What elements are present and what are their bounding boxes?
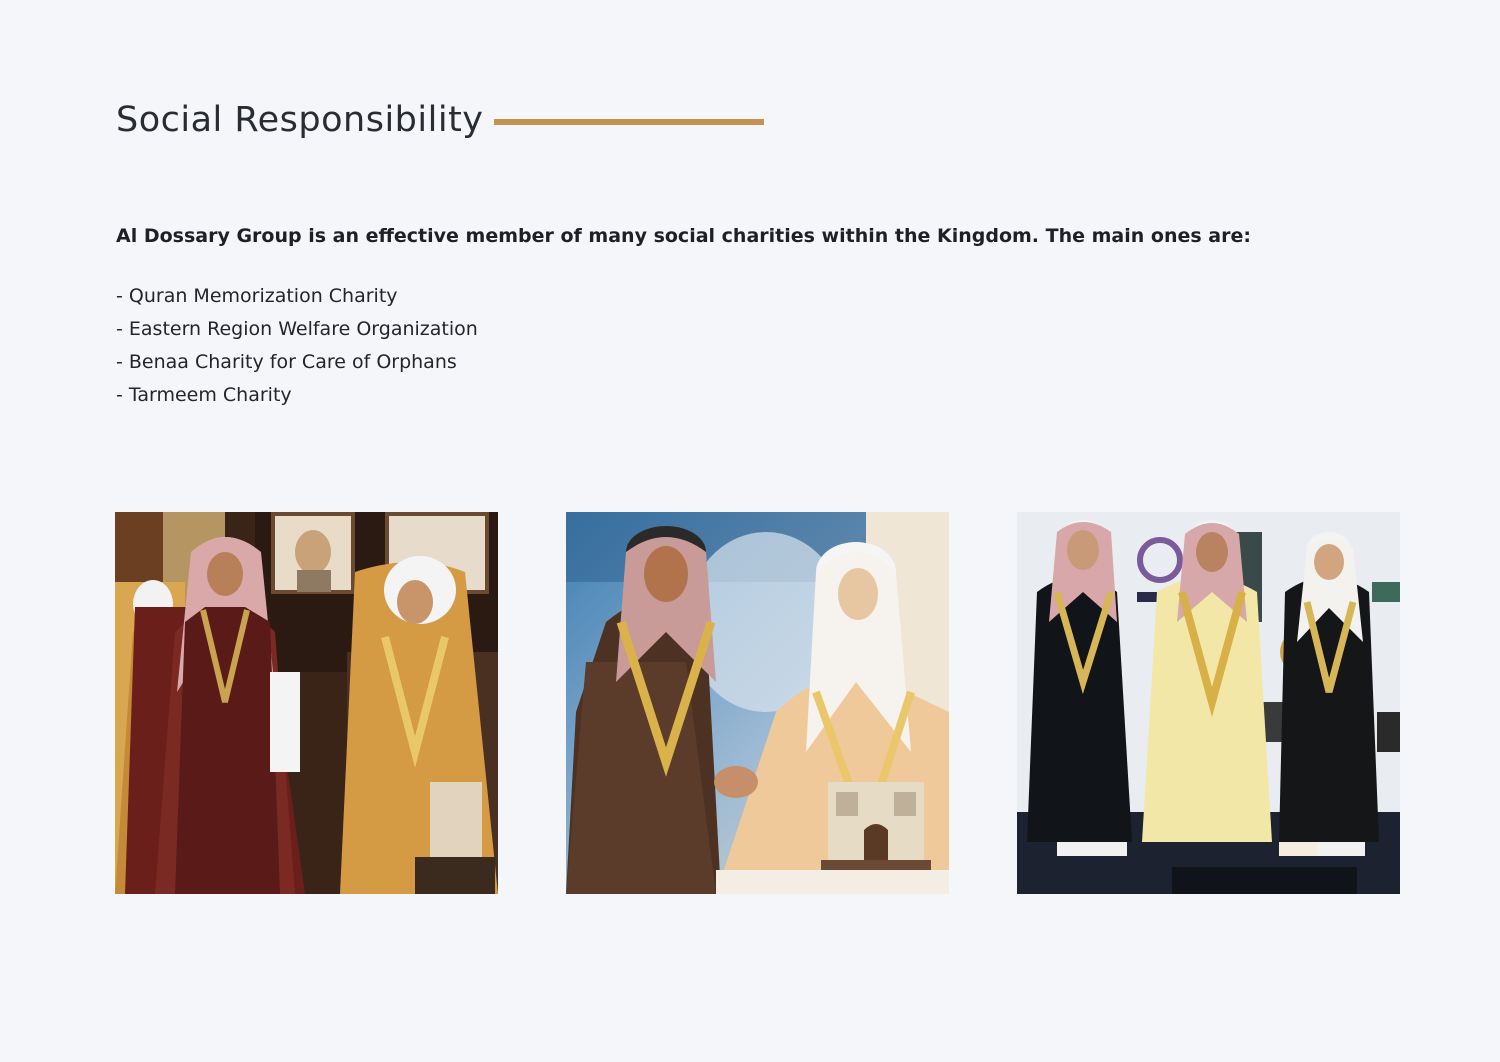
charity-item: - Tarmeem Charity <box>116 384 292 406</box>
charity-item: - Eastern Region Welfare Organization <box>116 318 478 340</box>
title-accent-rule <box>494 119 764 125</box>
page-title: Social Responsibility <box>116 100 484 140</box>
charity-event-photo-2 <box>566 512 949 894</box>
charity-item: - Quran Memorization Charity <box>116 285 398 307</box>
charity-list <box>116 281 478 413</box>
charity-event-photo-1 <box>115 512 498 894</box>
intro-paragraph: Al Dossary Group is an effective member of many social charities within the Kingdom. The main ones are: <box>116 225 1251 247</box>
charity-item: - Benaa Charity for Care of Orphans <box>116 351 457 373</box>
charity-event-photo-3 <box>1017 512 1400 894</box>
